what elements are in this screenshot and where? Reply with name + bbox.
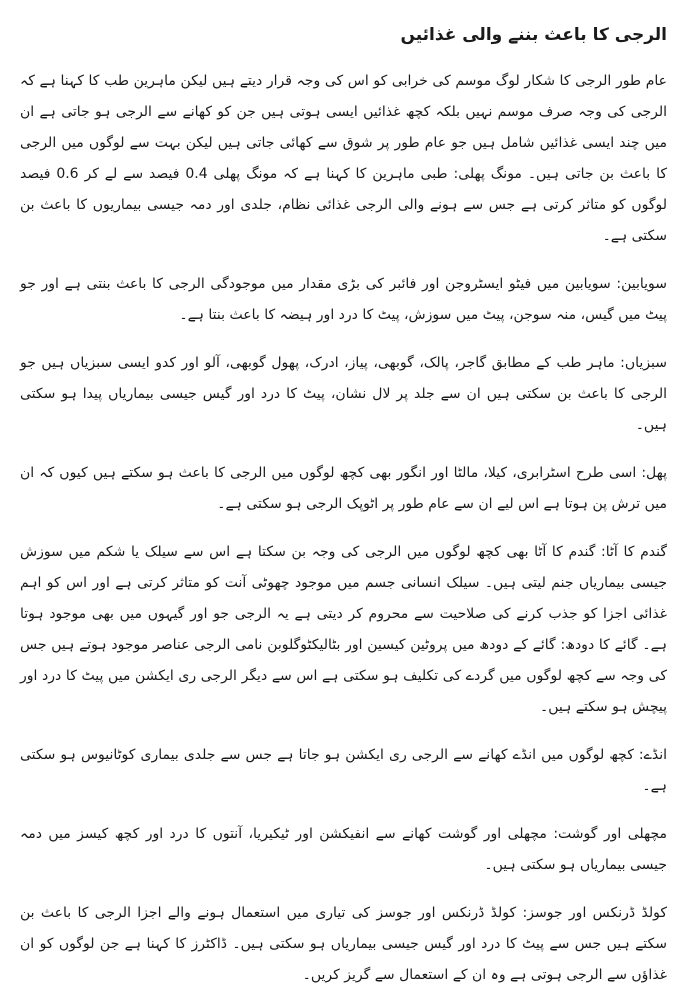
paragraph-eggs: انڈے: کچھ لوگوں میں انڈے کھانے سے الرجی ری ایکشن ہو جاتا ہے جس سے جلدی بیماری کوٹانیوس ہو سکتی ہے۔ [20,747,667,794]
paragraph-wheat-milk: گندم کا آٹا: گندم کا آٹا بھی کچھ لوگوں میں الرجی کی وجہ بن سکتا ہے اس سے سیلک یا شکم میں سوزش جیسی بیماریاں جنم لیتی ہیں۔ سیلک انسانی جسم میں موجود چھوٹی آنت کو متاثر کرتی ہے اور اس کو اہم غذائی اجزا کو جذب کرنے کی صلاحیت سے محروم کر دیتی ہے یہ الرجی جو اور گیہوں میں بھی موجود ہوتا ہے۔ گائے کا دودھ: گائے کے دودھ میں پروٹین کیسین اور بٹالیکٹوگلوبن نامی الرجی عناصر موجود ہوتے ہیں جس کی وجہ سے کچھ لوگوں میں گردے کی تکلیف ہو سکتی ہے اس سے دیگر الرجی ری ایکشن میں پیٹ کا درد اور پیچش ہو سکتے ہیں۔ [20,544,667,715]
paragraph-soybean: سویابین: سویابین میں فیٹو ایسٹروجن اور فائبر کی بڑی مقدار میں موجودگی الرجی کا باعث بنتی ہے اور جو پیٹ میں گیس، منہ سوجن، پیٹ میں سوزش، پیٹ کا درد اور ہیضہ کا باعث بنتا ہے۔ [20,276,667,323]
paragraph-fruits: پھل: اسی طرح اسٹرابری، کیلا، مالٹا اور انگور بھی کچھ لوگوں میں الرجی کا باعث ہو سکتے ہیں کیوں کہ ان میں ترش پن ہوتا ہے اس لیے ان سے عام طور پر اٹوپک الرجی ہو سکتی ہے۔ [20,465,667,512]
article-title: الرجی کا باعث بننے والی غذائیں [400,25,667,45]
paragraph-fish-meat: مچھلی اور گوشت: مچھلی اور گوشت کھانے سے انفیکشن اور ٹیکیریا، آنتوں کا درد اور کچھ کیسز میں دمہ جیسی بیماریاں ہو سکتی ہیں۔ [20,826,667,873]
paragraph-intro-peanut: عام طور الرجی کا شکار لوگ موسم کی خرابی کو اس کی وجہ قرار دیتے ہیں لیکن ماہرین طب کا کہنا ہے کہ الرجی کی وجہ صرف موسم نہیں بلکہ کچھ غذائیں ایسی ہوتی ہیں جن کو کھانے سے الرجی ہو جاتی ہے ان میں چند ایسی غذائیں شامل ہیں جو عام طور پر شوق سے کھائی جاتی ہیں لیکن بہت سے لوگوں میں الرجی کا باعث بن جاتی ہیں۔ مونگ پھلی: طبی ماہرین کا کہنا ہے کہ مونگ پھلی 0.4 فیصد سے لے کر 0.6 فیصد لوگوں کو متاثر کرتی ہے جس سے ہونے والی الرجی غذائی نظام، جلدی اور دمہ جیسی بیماریوں کا باعث بن سکتی ہے۔ [20,73,668,244]
paragraph-drinks: کولڈ ڈرنکس اور جوسز: کولڈ ڈرنکس اور جوسز کی تیاری میں استعمال ہونے والے اجزا الرجی کا باعث بن سکتے ہیں جس سے پیٹ کا درد اور گیس جیسی بیماریاں ہو سکتی ہیں۔ ڈاکٹرز کا کہنا ہے جن لوگوں کو ان غذاؤں سے الرجی ہوتی ہے وہ ان کے استعمال سے گریز کریں۔ [20,905,667,983]
paragraph-vegetables: سبزیاں: ماہر طب کے مطابق گاجر، پالک، گوبھی، پیاز، ادرک، پھول گوبھی، آلو اور کدو ایسی سبزیاں ہیں جو الرجی کا باعث بن سکتی ہیں ان سے جلد پر لال نشان، پیٹ کا درد اور گیس جیسی بیماریاں پیدا ہو سکتی ہیں۔ [20,355,667,433]
